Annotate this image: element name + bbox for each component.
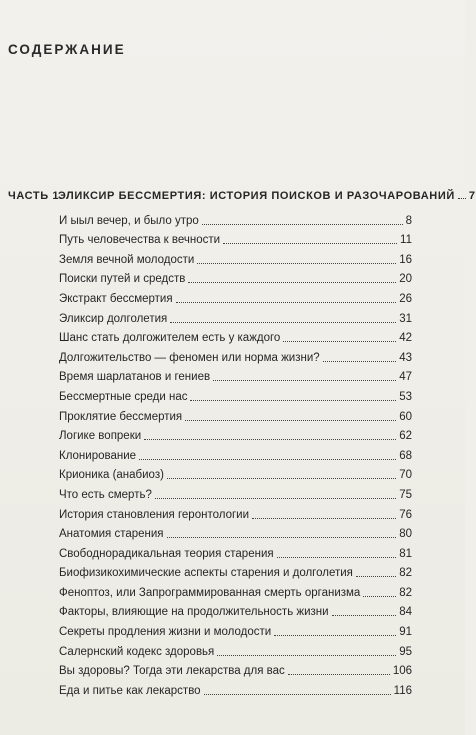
- dot-leader: [155, 498, 396, 499]
- toc-entry-page: 53: [399, 390, 412, 403]
- dot-leader: [252, 518, 396, 519]
- toc-entry-title: Анатомия старения: [59, 528, 164, 541]
- toc-entry-page: 95: [399, 645, 412, 658]
- toc-entry: [59, 365, 412, 385]
- dot-leader: [356, 576, 396, 577]
- dot-leader: [288, 674, 390, 675]
- toc-entry-page: 91: [399, 626, 412, 639]
- dot-leader: [204, 694, 391, 695]
- toc-entry-title: Факторы, влияющие на продолжительность жизни: [59, 606, 329, 619]
- toc-entry: [59, 502, 412, 522]
- dot-leader: [188, 282, 396, 283]
- toc-entry-page: 106: [392, 665, 412, 678]
- dot-leader: [217, 655, 396, 656]
- dot-leader: [139, 459, 396, 460]
- dot-leader: [332, 615, 397, 616]
- toc-entry-title: Что есть смерть?: [59, 488, 152, 501]
- toc-entry-title: Эликсир долголетия: [59, 312, 168, 325]
- toc-entry-title: Путь человечества к вечности: [59, 234, 221, 247]
- toc-entry-page: 76: [399, 508, 412, 521]
- toc-entry-title: Крионика (анабиоз): [59, 469, 164, 482]
- toc-entry-title: Проклятие бессмертия: [59, 410, 183, 423]
- toc-entry-page: 11: [400, 234, 412, 247]
- toc-entry: [59, 619, 412, 639]
- toc-entry-title: Поиски путей и средств: [59, 273, 186, 286]
- dot-leader: [144, 439, 396, 440]
- toc-entry-page: 43: [399, 351, 412, 364]
- toc-entry: [59, 326, 412, 346]
- toc-entry-title: Салернский кодекс здоровья: [59, 645, 215, 658]
- toc-entry-title: Клонирование: [59, 449, 137, 462]
- toc-entry-title: История становления геронтологии: [59, 508, 250, 521]
- toc-entry: [59, 404, 412, 424]
- toc-entry: [59, 286, 412, 306]
- toc-entry: [59, 208, 412, 228]
- dot-leader: [458, 198, 466, 199]
- dot-leader: [170, 322, 396, 323]
- toc-entry-page: 82: [399, 586, 412, 599]
- toc-entry: [59, 306, 412, 326]
- toc-entry-page: 81: [399, 547, 412, 560]
- dot-leader: [197, 263, 396, 264]
- part-title: ЭЛИКСИР БЕССМЕРТИЯ: ИСТОРИЯ ПОИСКОВ И РАЗОЧАРОВАНИЙ: [58, 190, 455, 202]
- toc-entry: [59, 678, 412, 698]
- dot-leader: [274, 635, 396, 636]
- toc-entry: [59, 600, 412, 620]
- toc-entry-title: Вы здоровы? Тогда эти лекарства для вас: [59, 665, 285, 678]
- toc-entry-title: Земля вечной молодости: [59, 253, 195, 266]
- toc-entry: [59, 267, 412, 287]
- toc-entry-page: 116: [393, 684, 412, 697]
- dot-leader: [190, 400, 396, 401]
- toc-entry: [59, 247, 412, 267]
- dot-leader: [277, 557, 397, 558]
- toc-entry-title: Время шарлатанов и гениев: [59, 371, 211, 384]
- toc-entry-page: 80: [399, 528, 412, 541]
- toc-entry-title: Еда и питье как лекарство: [59, 684, 201, 697]
- dot-leader: [283, 341, 396, 342]
- toc-entry-page: 75: [399, 488, 412, 501]
- toc-entry-page: 26: [399, 292, 412, 305]
- toc-entry-page: 70: [399, 469, 412, 482]
- toc-entry-page: 31: [399, 312, 412, 325]
- toc-entry-title: Шанс стать долгожителем есть у каждого: [59, 332, 281, 345]
- toc-entry: [59, 580, 412, 600]
- toc-entry-title: Логике вопреки: [59, 430, 142, 443]
- toc-entry-page: 47: [399, 371, 412, 384]
- page-title: СОДЕРЖАНИЕ: [8, 42, 126, 57]
- dot-leader: [363, 596, 396, 597]
- toc-entry-page: 60: [399, 410, 412, 423]
- toc-entry-title: Биофизикохимические аспекты старения и долголетия: [59, 567, 353, 580]
- dot-leader: [167, 537, 397, 538]
- toc-entry: [59, 482, 412, 502]
- toc-entry: [59, 541, 412, 561]
- toc-entry-title: Долгожительство — феномен или норма жизни?: [59, 351, 320, 364]
- dot-leader: [167, 478, 396, 479]
- toc-entry-title: Экстракт бессмертия: [59, 292, 173, 305]
- dot-leader: [202, 224, 403, 225]
- toc-entry-page: 8: [405, 214, 412, 227]
- toc-entry-page: 68: [399, 449, 412, 462]
- toc-entry: [59, 345, 412, 365]
- toc-entry-page: 20: [399, 273, 412, 286]
- toc-entry-page: 84: [399, 606, 412, 619]
- toc-entry: [59, 522, 412, 542]
- toc-entry: [59, 659, 412, 679]
- toc-entry-page: 62: [399, 430, 412, 443]
- dot-leader: [323, 361, 397, 362]
- dot-leader: [185, 420, 396, 421]
- dot-leader: [176, 302, 397, 303]
- dot-leader: [213, 380, 396, 381]
- part-page-number: 7: [468, 190, 476, 202]
- toc-entry: [59, 639, 412, 659]
- toc-entry-title: Свободнорадикальная теория старения: [59, 547, 274, 560]
- toc-list: [59, 208, 412, 698]
- toc-entry: [59, 463, 412, 483]
- toc-entry-title: Феноптоз, или Запрограммированная смерть организма: [59, 586, 361, 599]
- toc-entry-page: 82: [399, 567, 412, 580]
- toc-entry-page: 16: [399, 253, 412, 266]
- part-number: ЧАСТЬ 1.: [8, 190, 63, 202]
- toc-entry: [59, 561, 412, 581]
- toc-entry: [59, 384, 412, 404]
- toc-entry-title: Бессмертные среди нас: [59, 390, 188, 403]
- toc-entry-title: И ыыл вечер, и было утро: [59, 214, 199, 227]
- toc-entry-page: 42: [399, 332, 412, 345]
- toc-entry-title: Секреты продления жизни и молодости: [59, 626, 272, 639]
- toc-part-row: [8, 190, 476, 206]
- toc-entry: [59, 443, 412, 463]
- toc-entry: [59, 424, 412, 444]
- toc-entry: [59, 228, 412, 248]
- dot-leader: [223, 243, 397, 244]
